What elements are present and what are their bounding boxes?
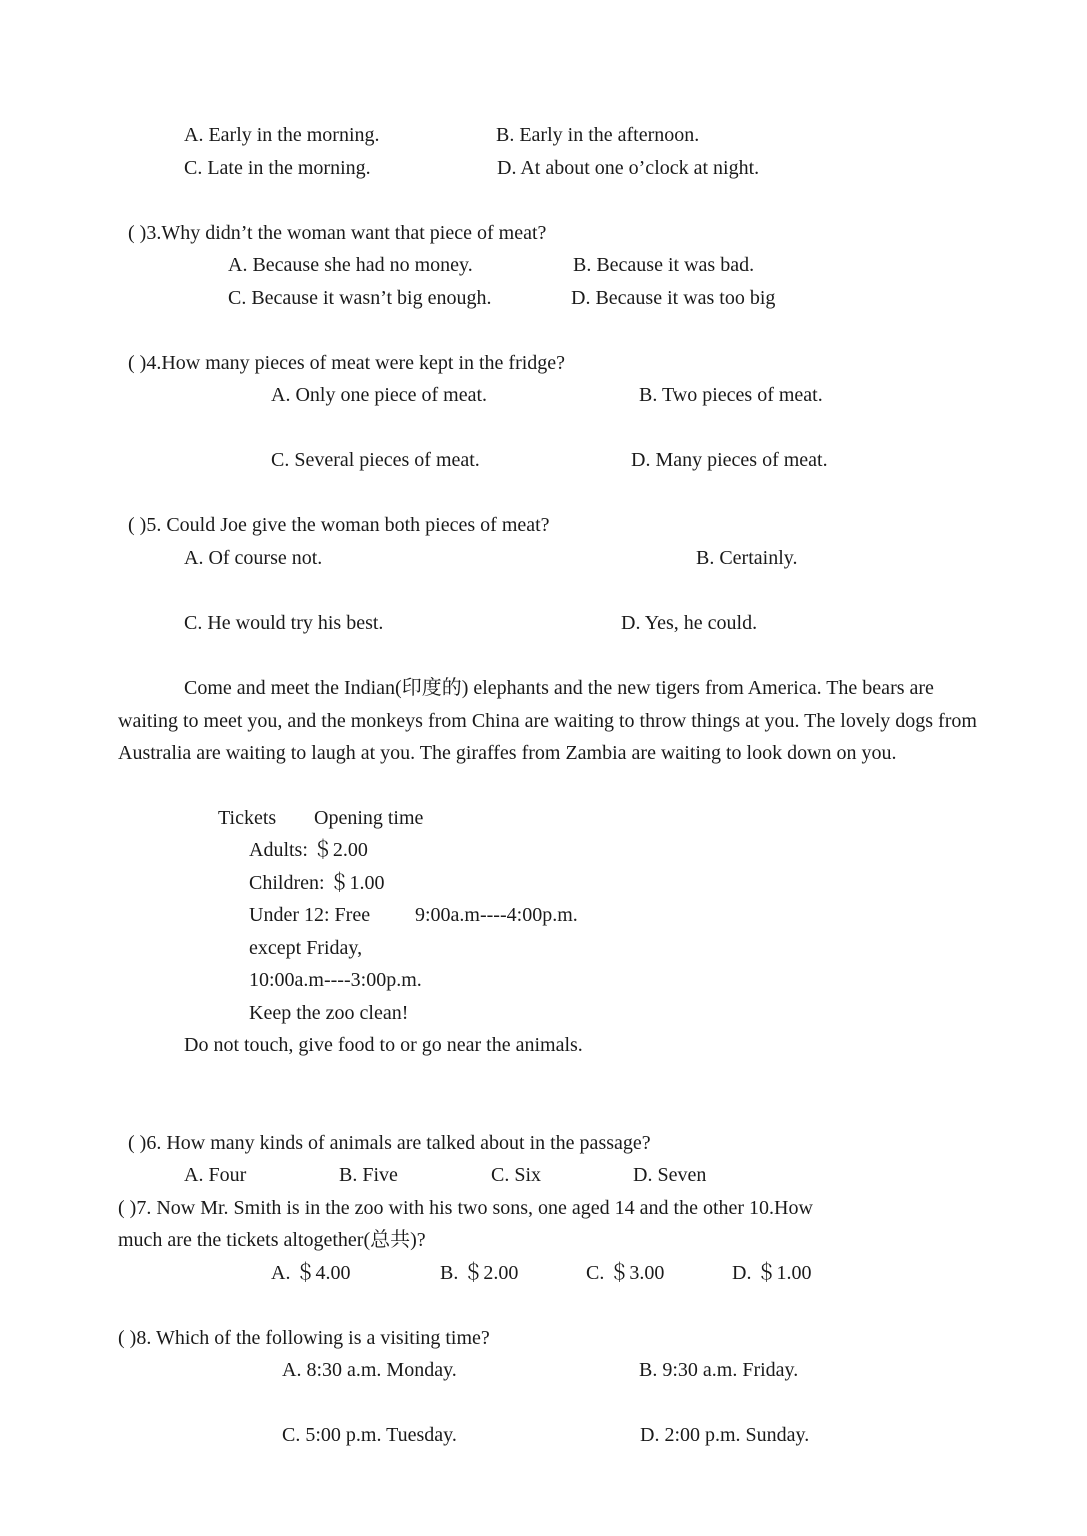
q6-question	[128, 1131, 651, 1155]
notice-children-price: Children: ＄1.00	[249, 872, 385, 894]
q5-option-b: B. Certainly.	[696, 547, 798, 569]
q5-option-a: A. Of course not.	[184, 547, 323, 569]
q4-option-b: B. Two pieces of meat.	[639, 384, 823, 406]
q4-stem: 4.How many pieces of meat were kept in the fridge?	[146, 352, 566, 374]
q3-option-a: A. Because she had no money.	[228, 254, 473, 276]
q8-stem: 8. Which of the following is a visiting time?	[136, 1327, 490, 1349]
answer-blank: ( )	[128, 222, 147, 244]
notice-adults-price: Adults: ＄2.00	[249, 839, 368, 861]
q7-stem-line1: 7. Now Mr. Smith is in the zoo with his two sons, one aged 14 and the other 10.How	[136, 1197, 813, 1219]
q7-option-c: C. ＄3.00	[586, 1262, 665, 1284]
reading-passage	[118, 672, 998, 770]
notice-tickets-label: Tickets	[218, 807, 277, 829]
notice-opening-hours: 9:00a.m----4:00p.m.	[415, 904, 578, 926]
q2-option-a: A. Early in the morning.	[184, 124, 380, 146]
notice-under12-price: Under 12: Free	[249, 904, 371, 926]
answer-blank: ( )	[118, 1327, 137, 1349]
passage-text: Come and meet the Indian(印度的) elephants and the new tigers from America. The bears are waiting to meet you, and the monkeys from China are waiting to throw things at you. The lovely dogs from Australia are waiting to laugh at you. The giraffes from Zambia are waiting to look down on you.	[118, 677, 977, 764]
q2-option-c: C. Late in the morning.	[184, 157, 371, 179]
q7-option-a: A. ＄4.00	[271, 1262, 351, 1284]
q7-stem-line2: much are the tickets altogether(总共)?	[118, 1229, 426, 1251]
q4-option-c: C. Several pieces of meat.	[271, 449, 480, 471]
notice-except-friday: except Friday,	[249, 937, 363, 959]
q6-option-b: B. Five	[339, 1164, 398, 1186]
q8-option-b: B. 9:30 a.m. Friday.	[639, 1359, 799, 1381]
q7-option-d: D. ＄1.00	[732, 1262, 812, 1284]
answer-blank: ( )	[128, 1132, 147, 1154]
q6-stem: 6. How many kinds of animals are talked about in the passage?	[146, 1132, 651, 1154]
q3-option-b: B. Because it was bad.	[573, 254, 755, 276]
q4-question	[128, 351, 565, 375]
q8-option-a: A. 8:30 a.m. Monday.	[282, 1359, 457, 1381]
q7-question	[118, 1196, 813, 1220]
q5-question	[128, 513, 550, 537]
q5-option-c: C. He would try his best.	[184, 612, 384, 634]
notice-friday-hours: 10:00a.m----3:00p.m.	[249, 969, 422, 991]
q3-option-c: C. Because it wasn’t big enough.	[228, 287, 492, 309]
q6-option-d: D. Seven	[633, 1164, 707, 1186]
answer-blank: ( )	[118, 1197, 137, 1219]
notice-rule: Do not touch, give food to or go near the animals.	[184, 1034, 583, 1056]
answer-blank: ( )	[128, 514, 147, 536]
q6-option-c: C. Six	[491, 1164, 542, 1186]
notice-keep-clean: Keep the zoo clean!	[249, 1002, 409, 1024]
q7-option-b: B. ＄2.00	[440, 1262, 519, 1284]
q5-stem: 5. Could Joe give the woman both pieces of meat?	[146, 514, 550, 536]
q4-option-a: A. Only one piece of meat.	[271, 384, 488, 406]
q2-option-b: B. Early in the afternoon.	[496, 124, 700, 146]
q8-option-d: D. 2:00 p.m. Sunday.	[640, 1424, 810, 1446]
q8-question	[118, 1326, 490, 1350]
q8-option-c: C. 5:00 p.m. Tuesday.	[282, 1424, 457, 1446]
q2-option-d: D. At about one o’clock at night.	[497, 157, 760, 179]
q5-option-d: D. Yes, he could.	[621, 612, 758, 634]
q3-stem: 3.Why didn’t the woman want that piece of meat?	[146, 222, 547, 244]
q6-option-a: A. Four	[184, 1164, 247, 1186]
notice-opening-time-label: Opening time	[314, 807, 424, 829]
q4-option-d: D. Many pieces of meat.	[631, 449, 828, 471]
q3-question	[128, 221, 546, 245]
q3-option-d: D. Because it was too big	[571, 287, 776, 309]
answer-blank: ( )	[128, 352, 147, 374]
